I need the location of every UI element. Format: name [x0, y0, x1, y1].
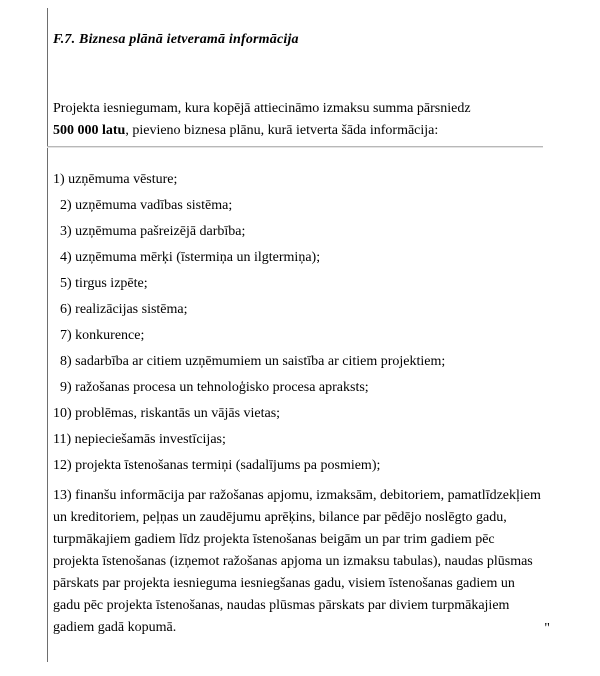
- left-border-line: [47, 8, 48, 662]
- list-item-6: 6) realizācijas sistēma;: [60, 302, 188, 317]
- list-item-9: 9) ražošanas procesa un tehnoloģisko procesa apraksts;: [60, 380, 369, 395]
- horizontal-rule: [47, 146, 543, 147]
- intro-line1: Projekta iesniegumam, kura kopējā attiecināmo izmaksu summa pārsniedz: [53, 101, 471, 116]
- list-item-2: 2) uzņēmuma vadības sistēma;: [60, 198, 233, 213]
- list-item-4: 4) uzņēmuma mērķi (īstermiņa un ilgtermiņa);: [60, 250, 321, 265]
- intro-rest: , pievieno biznesa plānu, kurā ietverta šāda informācija:: [125, 123, 439, 138]
- list-item-3: 3) uzņēmuma pašreizējā darbība;: [60, 224, 246, 239]
- closing-quote-mark: ": [544, 621, 550, 636]
- list-item-11: 11) nepieciešamās investīcijas;: [53, 432, 226, 447]
- list-item-12: 12) projekta īstenošanas termiņi (sadalījums pa posmiem);: [53, 458, 381, 473]
- section-title: F.7. Biznesa plānā ietveramā informācija: [53, 32, 299, 47]
- list-item-13: 13) finanšu informācija par ražošanas apjomu, izmaksām, debitoriem, pamatlīdzekļiem un kreditoriem, peļņas un zaudējumu aprēķins, bilance par pēdējo noslēgto gadu, turpmākajiem gadiem līdz projekta īstenošanas beigām un par trim gadiem pēc projekta īstenošanas (izņemot ražošanas apjoma un izmaksu tabulas), naudas plūsmas pārskats par projekta iesnieguma iesniegšanas gadu, visiem īstenošanas gadiem un gadu pēc projekta īstenošanas, naudas plūsmas pārskats par diviem turpmākajiem gadiem gadā kopumā.: [53, 488, 541, 635]
- intro-bold-amount: 500 000 latu: [53, 123, 126, 138]
- list-item-5: 5) tirgus izpēte;: [60, 276, 148, 291]
- list-item-10: 10) problēmas, riskantās un vājās vietas;: [53, 406, 281, 421]
- intro-paragraph: [53, 98, 543, 142]
- list-item-7: 7) konkurence;: [60, 328, 145, 343]
- list-item-1: 1) uzņēmuma vēsture;: [53, 172, 178, 187]
- list-item-8: 8) sadarbība ar citiem uzņēmumiem un saistība ar citiem projektiem;: [60, 354, 446, 369]
- document-content: [53, 0, 543, 643]
- numbered-list: [53, 169, 543, 639]
